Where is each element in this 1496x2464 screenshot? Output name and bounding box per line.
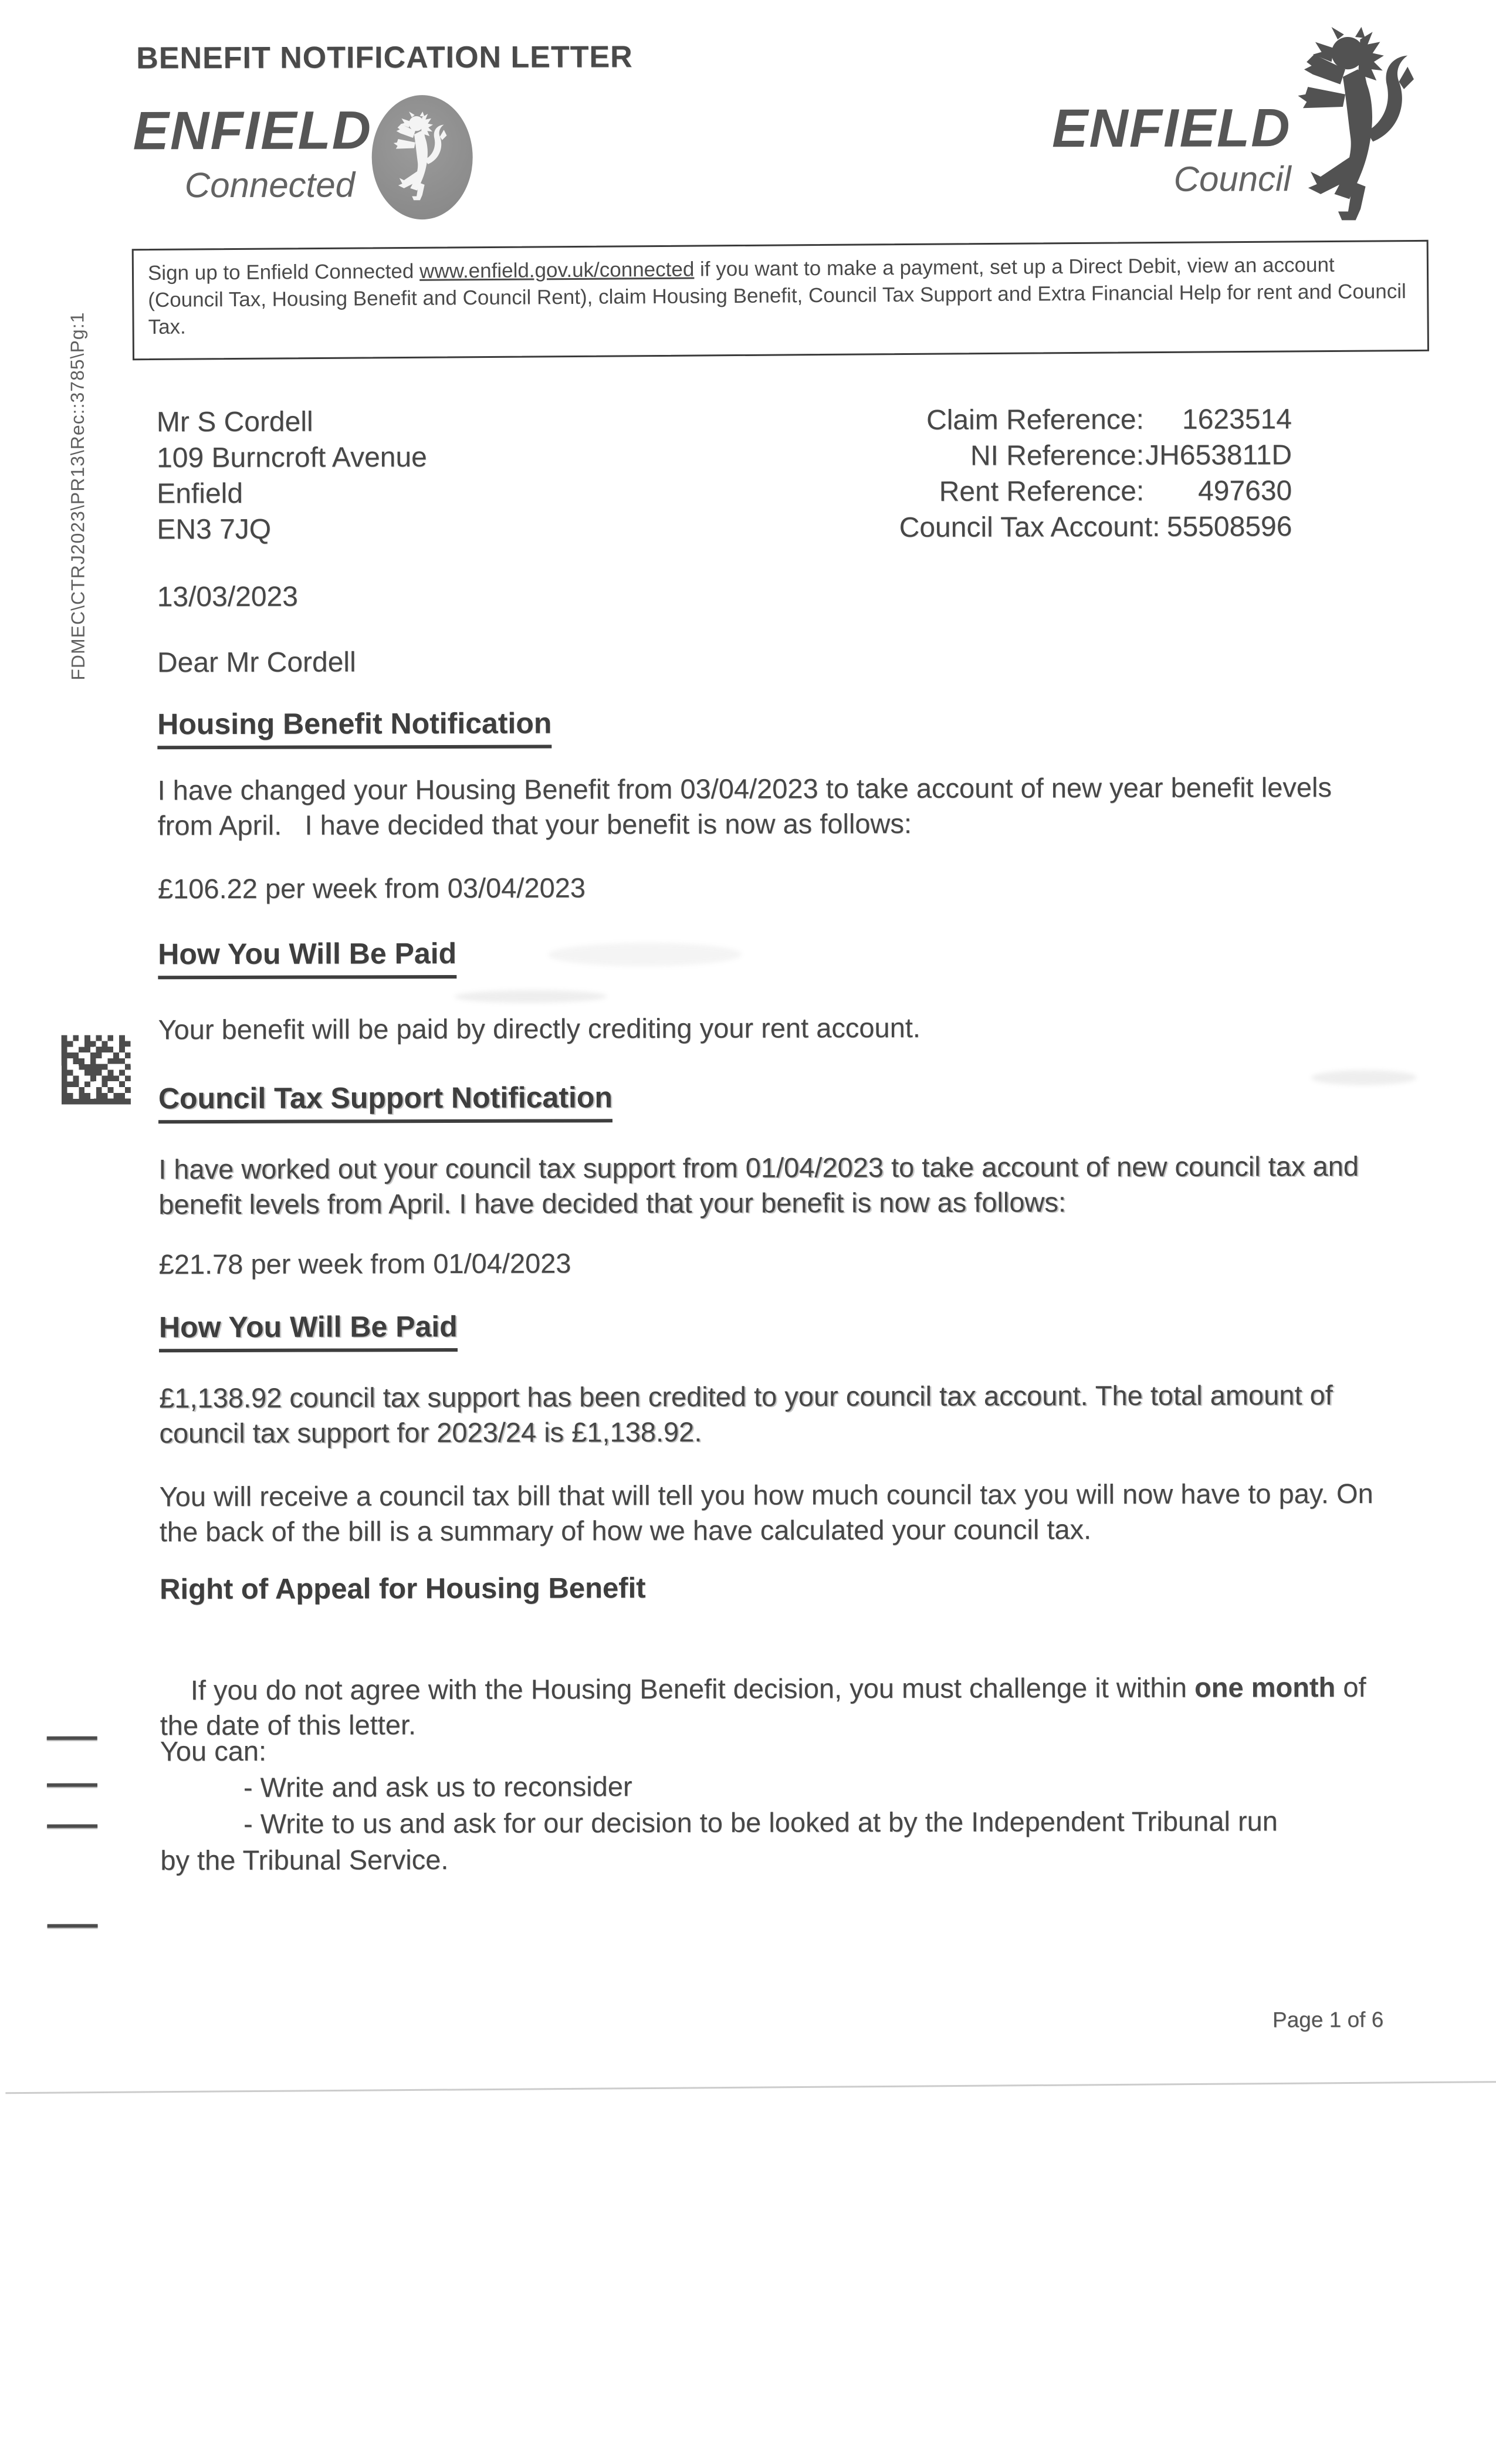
recipient-address-line1: 109 Burncroft Avenue <box>156 442 427 474</box>
document-reference-code: FDMEC\CTRJ2023\PR13\Rec::3785\Pg:1 <box>66 312 89 681</box>
housing-benefit-amount: £106.22 per week from 03/04/2023 <box>157 872 586 905</box>
appeal-text-before: If you do not agree with the Housing Benefit decision, you must challenge it within <box>190 1671 1195 1706</box>
scan-smudge <box>1311 1070 1417 1085</box>
margin-dash <box>48 1924 98 1928</box>
signup-text-after: if you want to make a payment, set up a Direct Debit, view an account (Council Tax, Housing Benefit and Council Rent), claim Housing Benefit, Council Tax Support and Extra Financial Help for rent and Council Tax. <box>148 253 1406 339</box>
ni-reference-row <box>874 437 1292 474</box>
appeal-option-1: - Write and ask us to reconsider <box>243 1771 632 1803</box>
council-tax-support-heading: Council Tax Support Notification <box>158 1080 612 1123</box>
appeal-text-after: of the date of this letter. <box>160 1671 1374 1741</box>
council-tax-credit-paragraph: £1,138.92 council tax support has been credited to your council tax account. The total amount of council tax support for 2023/24 is £1,138.92. <box>159 1379 1341 1449</box>
recipient-name: Mr S Cordell <box>156 406 313 438</box>
page-number: Page 1 of 6 <box>1272 2007 1384 2032</box>
council-tax-account-label: Council Tax Account: <box>899 511 1160 543</box>
scan-smudge <box>454 990 607 1003</box>
recipient-address-line2: Enfield <box>157 478 243 510</box>
appeal-option-2-continued: by the Tribunal Service. <box>160 1844 449 1876</box>
letter-date: 13/03/2023 <box>157 581 298 613</box>
housing-benefit-payment-paragraph: Your benefit will be paid by directly crediting your rent account. <box>158 1011 920 1045</box>
ni-reference-value: JH653811D <box>1145 439 1292 471</box>
how-paid-heading-2: How You Will Be Paid <box>159 1309 458 1352</box>
scan-smudge <box>548 943 742 967</box>
you-can-label: You can: <box>160 1735 267 1767</box>
housing-benefit-paragraph: I have changed your Housing Benefit from 03/04/2023 to take account of new year benefit levels from April. I have decided that your benefit is now as follows: <box>157 771 1340 841</box>
enfield-council-wordmark: ENFIELD <box>1051 98 1291 159</box>
claim-reference-row <box>874 401 1292 438</box>
salutation: Dear Mr Cordell <box>157 647 356 679</box>
council-tax-support-amount: £21.78 per week from 01/04/2023 <box>158 1247 571 1280</box>
claim-reference-label: Claim Reference: <box>926 404 1144 436</box>
page-title: BENEFIT NOTIFICATION LETTER <box>136 40 633 76</box>
rent-reference-label: Rent Reference: <box>939 475 1145 507</box>
margin-dash <box>47 1783 97 1787</box>
rent-reference-value: 497630 <box>1197 475 1292 507</box>
council-tax-support-paragraph: I have worked out your council tax support from 01/04/2023 to take account of new council tax and benefit levels from April. I have decided that your benefit is now as follows: <box>158 1150 1367 1220</box>
enfield-connected-sub: Connected <box>184 165 356 205</box>
council-tax-account-value: 55508596 <box>1166 511 1292 543</box>
datamatrix-barcode <box>62 1033 131 1106</box>
margin-dash <box>47 1737 97 1740</box>
reference-block <box>874 401 1292 546</box>
rent-reference-row <box>874 473 1292 510</box>
appeal-option-2: - Write to us and ask for our decision to be looked at by the Independent Tribunal run <box>243 1805 1278 1839</box>
signup-text-before: Sign up to Enfield Connected <box>147 259 420 285</box>
how-paid-heading-1: How You Will Be Paid <box>158 936 456 979</box>
signup-link: www.enfield.gov.uk/connected <box>419 258 695 283</box>
recipient-address <box>157 404 427 547</box>
council-tax-account-row <box>874 509 1292 546</box>
connected-roundel <box>371 95 473 219</box>
enfield-connected-wordmark: ENFIELD <box>133 100 373 161</box>
enfield-council-sub: Council <box>1173 159 1291 199</box>
margin-dash <box>47 1825 97 1828</box>
signup-box <box>132 240 1429 360</box>
ni-reference-label: NI Reference: <box>970 439 1145 472</box>
claim-reference-value: 1623514 <box>1182 404 1292 435</box>
right-of-appeal-heading: Right of Appeal for Housing Benefit <box>160 1572 646 1606</box>
scan-edge-line <box>5 2081 1496 2094</box>
lion-rampant-icon <box>388 111 454 203</box>
appeal-deadline: one month <box>1194 1671 1336 1703</box>
lion-rampant-icon <box>1288 27 1427 227</box>
council-tax-bill-paragraph: You will receive a council tax bill that will tell you how much council tax you will now have to pay. On the back of the bill is a summary of how we have calculated your council tax. <box>159 1477 1381 1548</box>
housing-benefit-heading: Housing Benefit Notification <box>157 706 551 750</box>
recipient-postcode: EN3 7JQ <box>157 513 272 546</box>
